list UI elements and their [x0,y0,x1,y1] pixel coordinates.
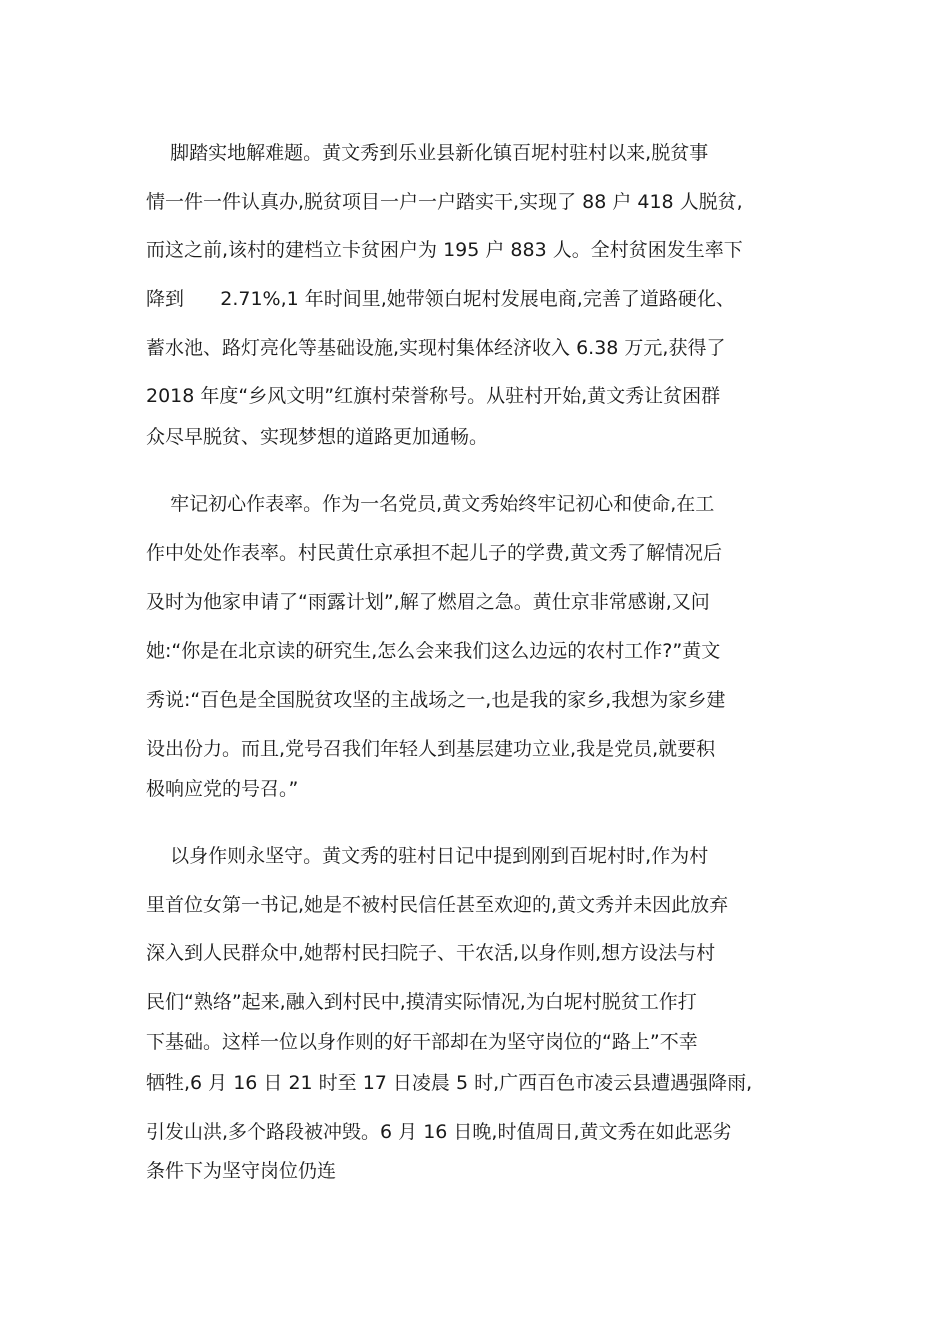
text-line: 深入到人民群众中,她帮村民扫院子、干农活,以身作则,想方设法与村 [146,942,716,964]
text-line: 以身作则永坚守。黄文秀的驻村日记中提到刚到百坭村时,作为村 [146,845,709,867]
text-line: 牺牲,6 月 16 日 21 时至 17 日凌晨 5 时,广西百色市凌云县遭遇强降雨, [146,1072,753,1094]
text-line: 而这之前,该村的建档立卡贫困户为 195 户 883 人。全村贫困发生率下 [146,239,743,261]
text-line: 及时为他家申请了“雨露计划”,解了燃眉之急。黄仕京非常感谢,又问 [146,591,710,613]
text-line: 条件下为坚守岗位仍连 [146,1160,337,1182]
text-line: 众尽早脱贫、实现梦想的道路更加通畅。 [146,426,489,448]
text-line: 秀说:“百色是全国脱贫攻坚的主战场之一,也是我的家乡,我想为家乡建 [146,689,726,711]
text-line: 她:“你是在北京读的研究生,怎么会来我们这么边远的农村工作?”黄文 [146,640,721,662]
text-line: 降到 2.71%,1 年时间里,她带领白坭村发展电商,完善了道路硬化、 [146,288,735,310]
text-line: 蓄水池、路灯亮化等基础设施,实现村集体经济收入 6.38 万元,获得了 [146,337,726,359]
text-line: 脚踏实地解难题。黄文秀到乐业县新化镇百坭村驻村以来,脱贫事 [146,142,709,164]
text-line: 引发山洪,多个路段被冲毁。6 月 16 日晚,时值周日,黄文秀在如此恶劣 [146,1121,732,1143]
text-line: 设出份力。而且,党号召我们年轻人到基层建功立业,我是党员,就要积 [146,738,716,760]
text-line: 2018 年度“乡风文明”红旗村荣誉称号。从驻村开始,黄文秀让贫困群 [146,385,721,407]
text-line: 民们“熟络”起来,融入到村民中,摸清实际情况,为白坭村脱贫工作打 [146,991,697,1013]
text-line: 下基础。这样一位以身作则的好干部却在为坚守岗位的“路上”不幸 [146,1031,698,1053]
text-line: 牢记初心作表率。作为一名党员,黄文秀始终牢记初心和使命,在工 [146,493,715,515]
text-line: 情一件一件认真办,脱贫项目一户一户踏实干,实现了 88 户 418 人脱贫, [146,191,743,213]
text-line: 里首位女第一书记,她是不被村民信任甚至欢迎的,黄文秀并未因此放弃 [146,894,729,916]
text-line: 极响应党的号召。” [146,778,299,800]
text-line: 作中处处作表率。村民黄仕京承担不起儿子的学费,黄文秀了解情况后 [146,542,723,564]
